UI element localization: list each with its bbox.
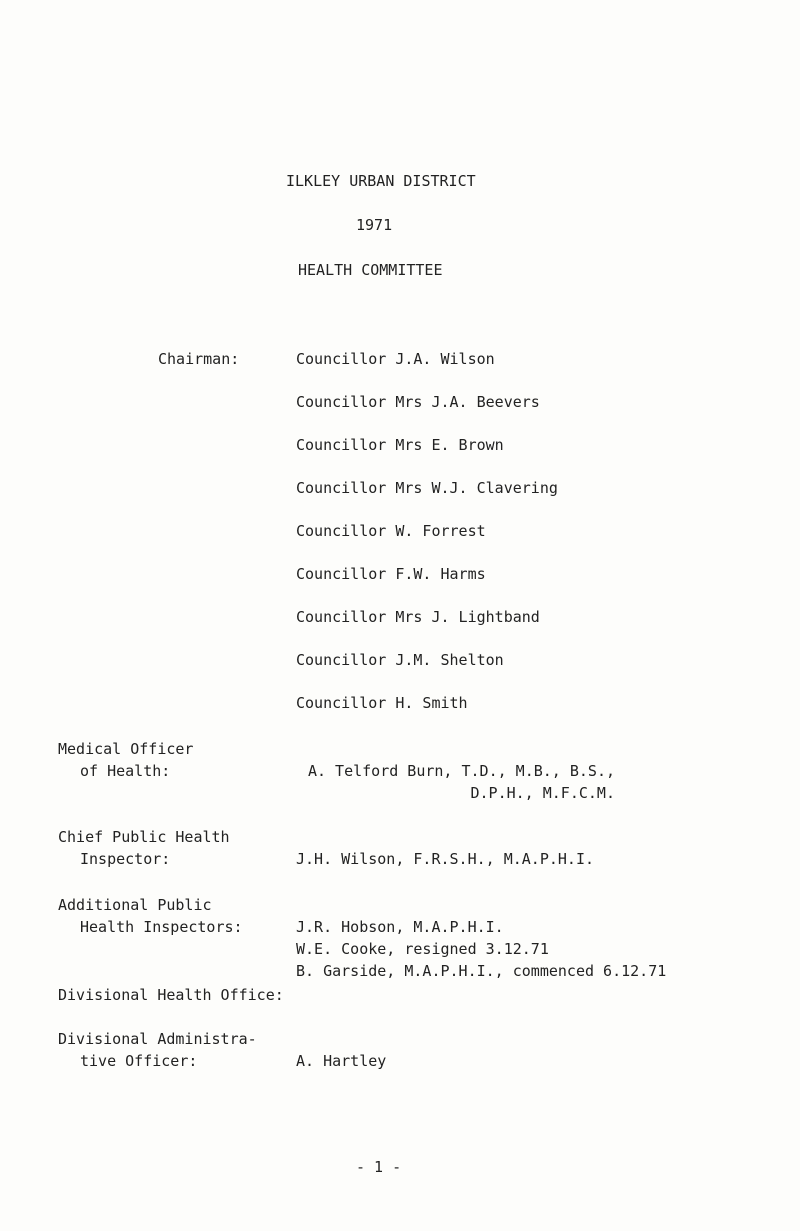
committee-title: HEALTH COMMITTEE [298, 261, 443, 279]
member-item: Councillor F.W. Harms [296, 565, 486, 583]
year: 1971 [356, 216, 393, 234]
aphi-name: W.E. Cooke, resigned 3.12.71 [296, 940, 549, 958]
member-item: Councillor W. Forrest [296, 522, 486, 540]
divisional-office-label: Divisional Health Office: [58, 986, 284, 1004]
member-item: Councillor Mrs W.J. Clavering [296, 479, 558, 497]
cphi-label-line1: Chief Public Health [58, 828, 230, 846]
member-item: Councillor J.M. Shelton [296, 651, 504, 669]
aphi-label-line2: Health Inspectors: [80, 918, 243, 936]
member-item: Councillor Mrs J.A. Beevers [296, 393, 540, 411]
district-title: ILKLEY URBAN DISTRICT [286, 172, 476, 190]
moh-label-line2: of Health: [80, 762, 171, 780]
aphi-label-line1: Additional Public [58, 896, 212, 914]
cphi-name: J.H. Wilson, F.R.S.H., M.A.P.H.I. [296, 850, 595, 868]
moh-name-line2: D.P.H., M.F.C.M. [470, 784, 615, 802]
aphi-name: B. Garside, M.A.P.H.I., commenced 6.12.71 [296, 962, 667, 980]
moh-name-line1: A. Telford Burn, T.D., M.B., B.S., [307, 762, 615, 780]
member-item: Councillor Mrs J. Lightband [296, 608, 540, 626]
member-item: Councillor Mrs E. Brown [296, 436, 504, 454]
chairman-name: Councillor J.A. Wilson [296, 350, 495, 368]
divisional-admin-label-line2: tive Officer: [80, 1052, 198, 1070]
divisional-admin-label-line1: Divisional Administra- [58, 1030, 257, 1048]
page-number: - 1 - [356, 1158, 402, 1176]
member-item: Councillor H. Smith [296, 694, 468, 712]
aphi-name: J.R. Hobson, M.A.P.H.I. [296, 918, 504, 936]
cphi-label-line2: Inspector: [80, 850, 171, 868]
moh-label-line1: Medical Officer [58, 740, 194, 758]
divisional-admin-name: A. Hartley [296, 1052, 387, 1070]
chairman-label: Chairman: [158, 350, 240, 368]
